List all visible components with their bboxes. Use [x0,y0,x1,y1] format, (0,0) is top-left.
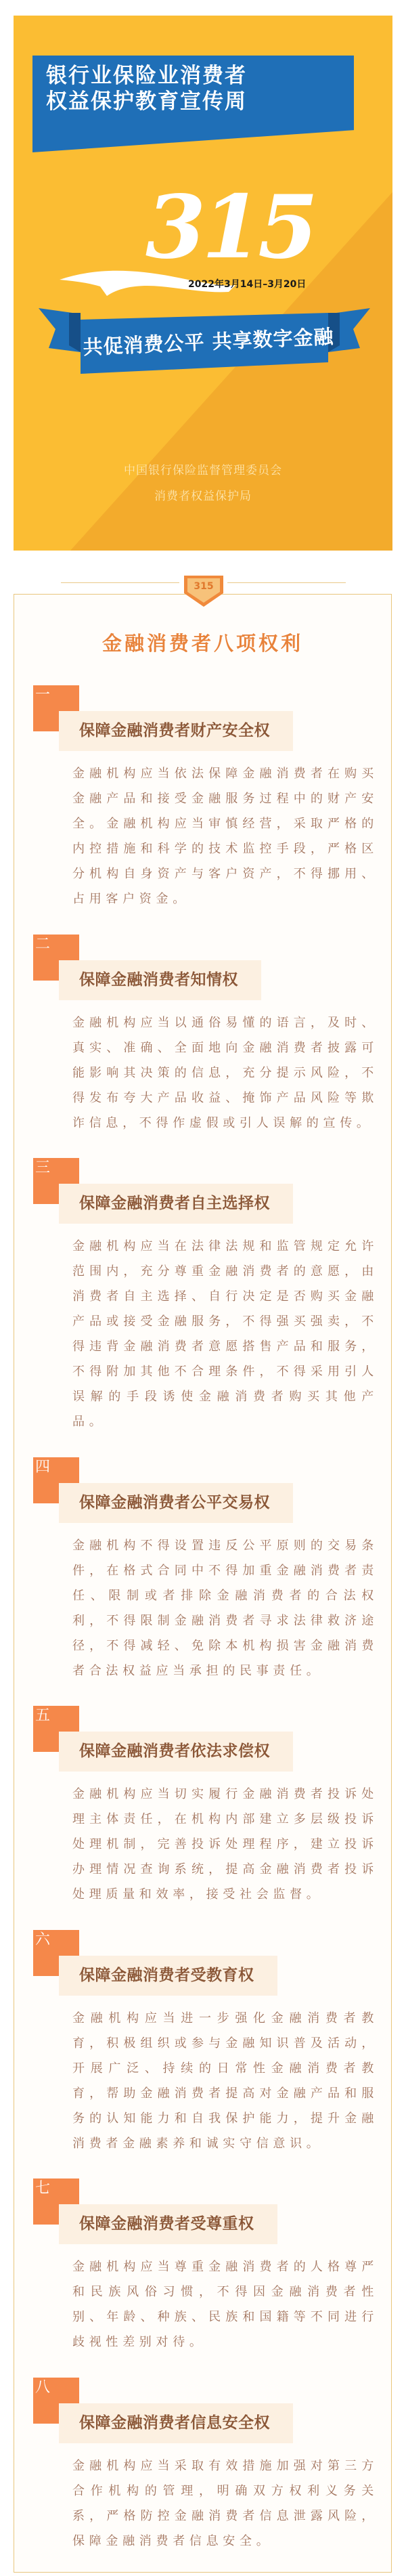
logo-315: 315 [145,177,315,278]
badge-label: 315 [194,581,214,592]
section-title: 保障金融消费者财产安全权 [59,711,293,751]
slogan: 共促消费公平 共享数字金融 [82,324,335,360]
section-title: 保障金融消费者依法求偿权 [59,1732,293,1772]
section-number: 七 [33,2178,79,2225]
right-section [33,935,378,1136]
poster-banner [14,16,392,551]
section-body: 金融机构应当切实履行金融消费者投诉处理主体责任，在机构内部建立多层级投诉处理机制，完善投诉处理程序，建立投诉办理情况查询系统，提高金融消费者投诉处理质量和效率，接受社会监督。 [72,1787,378,1902]
rights-list [33,685,378,2576]
section-number: 二 [33,935,79,981]
event-date: 2022年3月14日–3月20日 [188,279,307,290]
section-number: 五 [33,1706,79,1752]
section-number: 四 [33,1457,79,1503]
section-number: 八 [33,2378,79,2424]
section-number: 三 [33,1158,79,1204]
section-title: 保障金融消费者受教育权 [59,1956,277,1996]
section-body: 金融机构应当以通俗易懂的语言，及时、真实、准确、全面地向金融消费者披露可能影响其决策的信息，充分提示风险，不得发布夸大产品收益、掩饰产品风险等欺诈信息，不得作虚假或引人误解的宣传。 [72,1015,378,1130]
section-number: 一 [33,685,79,731]
right-section [33,1457,378,1683]
section-body: 金融机构应当采取有效措施加强对第三方合作机构的管理，明确双方权利义务关系，严格防控金融消费者信息泄露风险，保障金融消费者信息安全。 [72,2458,378,2548]
banner-title [46,63,247,114]
right-section [33,685,378,911]
section-title: 保障金融消费者受尊重权 [59,2204,277,2244]
section-number: 六 [33,1930,79,1976]
section-title: 保障金融消费者知情权 [59,960,261,1000]
badge-315-icon [181,573,226,609]
section-body: 金融机构应当在法律法规和监管规定允许范围内，充分尊重金融消费者的意愿，由消费者自主选择、自行决定是否购买金融产品或接受金融服务，不得强买强卖，不得违背金融消费者意愿搭售产品和服务，不得附加其他不合理条件，不得采用引人误解的手段诱使金融消费者购买其他产品。 [72,1239,378,1429]
section-title: 保障金融消费者信息安全权 [59,2403,293,2443]
section-body: 金融机构应当依法保障金融消费者在购买金融产品和接受金融服务过程中的财产安全。金融机构应当审慎经营，采取严格的内控措施和科学的技术监控手段，严格区分机构自身资产与客户资产，不得挪用、占用客户资金。 [72,767,378,906]
section-body: 金融机构不得设置违反公平原则的交易条件，在格式合同中不得加重金融消费者责任、限制或者排除金融消费者的合法权利，不得限制金融消费者寻求法律救济途径，不得减轻、免除本机构损害金融消费者合法权益应当承担的民事责任。 [72,1538,378,1678]
right-section [33,1706,378,1907]
section-body: 金融机构应当进一步强化金融消费者教育，积极组织或参与金融知识普及活动，开展广泛、持续的日常性金融消费者教育，帮助金融消费者提高对金融产品和服务的认知能力和自我保护能力，提升金融消费者金融素养和诚实守信意识。 [72,2011,378,2151]
rights-heading: 金融消费者八项权利 [102,632,303,655]
section-title: 保障金融消费者自主选择权 [59,1184,293,1224]
org-name-line-2: 消费者权益保护局 [154,490,252,503]
banner-line-2: 权益保护教育宣传周 [46,89,247,114]
org-name-line-1: 中国银行保险监督管理委员会 [124,464,282,477]
divider-left [61,582,179,583]
rights-card [14,594,392,2573]
section-body: 金融机构应当尊重金融消费者的人格尊严和民族风俗习惯，不得因金融消费者性别、年龄、种族、民族和国籍等不同进行歧视性差别对待。 [72,2260,378,2349]
right-section [33,1930,378,2156]
right-section [33,1158,378,1434]
section-title: 保障金融消费者公平交易权 [59,1483,293,1523]
right-section [33,2378,378,2554]
banner-line-1: 银行业保险业消费者 [46,64,247,88]
divider-right [227,582,346,583]
right-section [33,2178,378,2355]
